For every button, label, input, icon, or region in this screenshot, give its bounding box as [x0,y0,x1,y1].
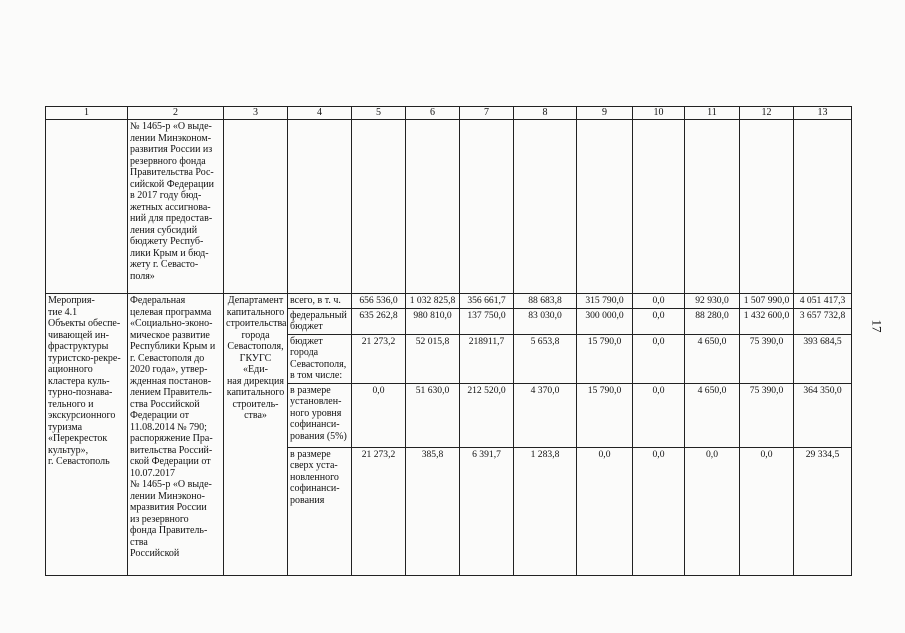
value-cell: 364 350,0 [794,383,852,447]
header-cell: 13 [794,107,852,120]
value-cell: 29 334,5 [794,447,852,575]
funding-source: в размере установлен- ного уровня софинанси- рования (5%) [288,383,352,447]
value-cell: 4 650,0 [685,383,740,447]
funding-source: бюджет города Севастополя, в том числе: [288,334,352,383]
page-number: 17 [869,319,885,333]
header-cell: 1 [46,107,128,120]
value-cell: 15 790,0 [577,383,633,447]
value-cell: 0,0 [633,334,685,383]
value-cell: 4 370,0 [514,383,577,447]
value-cell: 1 283,8 [514,447,577,575]
table-cell [740,120,794,294]
value-cell: 1 507 990,0 [740,294,794,309]
value-cell: 315 790,0 [577,294,633,309]
continuation-row [46,120,852,294]
value-cell: 0,0 [633,294,685,309]
value-cell: 385,8 [406,447,460,575]
value-cell: 0,0 [352,383,406,447]
value-cell: 635 262,8 [352,308,406,334]
value-cell: 21 273,2 [352,334,406,383]
value-cell: 0,0 [633,308,685,334]
legal-basis-continued: № 1465-р «О выде- лении Минэконом- развития России из резервного фонда Правительства Рос- сийской Федерации в 2017 году бюд- жетных ассигнова- ний для предостав- ления субсидий бюджету Респуб- лики Крым и бюд- жету г. Севасто- поля» [128,120,224,294]
funding-source: всего, в т. ч. [288,294,352,309]
table-cell [577,120,633,294]
header-cell: 9 [577,107,633,120]
value-cell: 393 684,5 [794,334,852,383]
table-cell [685,120,740,294]
value-cell: 6 391,7 [460,447,514,575]
value-cell: 88 683,8 [514,294,577,309]
budget-table [45,106,852,576]
table-cell [460,120,514,294]
header-cell: 6 [406,107,460,120]
executor: Департамент капитального строительства города Севастополя, ГКУГС «Еди- ная дирекция капитального строитель- ства» [224,294,288,576]
funding-source: в размере сверх уста- новленного софинанси- рования [288,447,352,575]
value-cell: 52 015,8 [406,334,460,383]
value-cell: 4 051 417,3 [794,294,852,309]
value-cell: 15 790,0 [577,334,633,383]
value-cell: 137 750,0 [460,308,514,334]
value-cell: 0,0 [577,447,633,575]
table-cell [224,120,288,294]
value-cell: 300 000,0 [577,308,633,334]
table-cell [46,120,128,294]
value-cell: 5 653,8 [514,334,577,383]
value-cell: 3 657 732,8 [794,308,852,334]
value-cell: 21 273,2 [352,447,406,575]
value-cell: 0,0 [740,447,794,575]
value-cell: 0,0 [633,383,685,447]
header-cell: 11 [685,107,740,120]
value-cell: 83 030,0 [514,308,577,334]
value-cell: 212 520,0 [460,383,514,447]
value-cell: 51 630,0 [406,383,460,447]
value-cell: 656 536,0 [352,294,406,309]
value-cell: 0,0 [633,447,685,575]
value-cell: 356 661,7 [460,294,514,309]
table-cell [514,120,577,294]
value-cell: 88 280,0 [685,308,740,334]
legal-basis: Федеральная целевая программа «Социально-эконо- мическое развитие Республики Крым и г. Севастополя до 2020 года», утвер- жденная постанов- лением Правитель- ства Российской Федерации от 11.08.2014 № 790; распоряжение Пра- вительства Россий- ской Федерации от 10.07.2017 № 1465-р «О выде- лении Минэконо- мразвития России из резервного фонда Правитель- ства Российской [128,294,224,576]
value-cell: 980 810,0 [406,308,460,334]
header-row [46,107,852,120]
table-cell [288,120,352,294]
funding-source: федеральный бюджет [288,308,352,334]
table-cell [406,120,460,294]
header-cell: 5 [352,107,406,120]
value-cell: 4 650,0 [685,334,740,383]
value-cell: 1 432 600,0 [740,308,794,334]
table-cell [352,120,406,294]
table-cell [633,120,685,294]
table-row [46,294,852,309]
value-cell: 92 930,0 [685,294,740,309]
header-cell: 7 [460,107,514,120]
header-cell: 10 [633,107,685,120]
value-cell: 0,0 [685,447,740,575]
header-cell: 12 [740,107,794,120]
header-cell: 2 [128,107,224,120]
header-cell: 3 [224,107,288,120]
header-cell: 8 [514,107,577,120]
value-cell: 75 390,0 [740,334,794,383]
value-cell: 75 390,0 [740,383,794,447]
event-name: Мероприя- тие 4.1 Объекты обеспе- чивающей ин- фраструктуры туристско-рекре- ационного кластера куль- турно-познава- тельного и экскурсионного туризма «Перекресток культур», г. Севастополь [46,294,128,576]
value-cell: 1 032 825,8 [406,294,460,309]
table-cell [794,120,852,294]
value-cell: 218911,7 [460,334,514,383]
header-cell: 4 [288,107,352,120]
